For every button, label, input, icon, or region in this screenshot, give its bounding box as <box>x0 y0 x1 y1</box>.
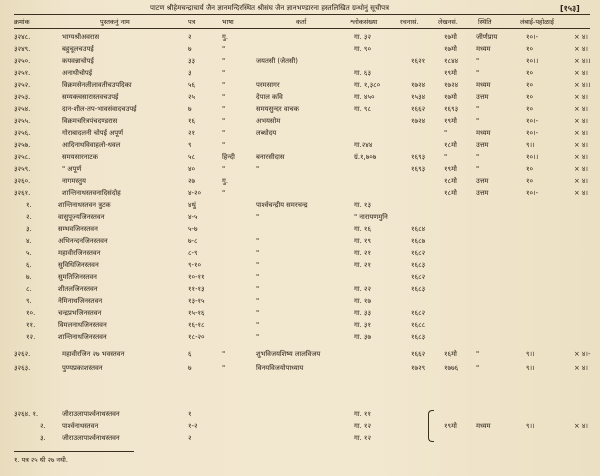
table-row: ३२५५. विक्रमचरित्रपंचदण्डरास १६ " अभयसोम १७२४ १९मो " १०।- × ४। <box>14 117 588 125</box>
table-subrow: ३२६४. १. जीराउलापार्श्वनाथस्तवन १ गा. ११ <box>14 410 371 418</box>
table-subrow: ३. सम्भवजिनस्तवन ५-७ गा. १६ १६८४ <box>26 225 426 233</box>
footnote-rule <box>14 451 134 452</box>
col-author: कर्ता <box>296 18 307 26</box>
table-subrow: १०. चन्द्रप्रभजिनस्तवन १५-१६ " गा. ३३ १६८२ <box>26 309 426 317</box>
col-year: रचनासं. <box>400 18 419 26</box>
col-cond: स्थिति <box>478 18 492 26</box>
col-lang: भाषा <box>222 18 234 26</box>
table-row: ३२४९. बहुचूलचउपई ७ " गा. ९० १७मो मध्यम १० × ४। <box>14 45 588 53</box>
table-subrow: ५. महावीरजिनस्तवन ८-९ " गा. २१ १६८२ <box>26 249 426 257</box>
table-row: ३२५२. विक्रमसेनलीलावतीचउपदिका ५६ " परमसागर गा. १,३८० १७२४ १७२४ मध्यम १० × ४।। <box>14 81 591 89</box>
table-subrow: ७. सुमतिजिनस्तवन १०-११ " १६८२ <box>26 273 426 281</box>
col-shlok: श्लोकसंख्या <box>350 18 378 26</box>
footnote: १. पत्र २५ थी २७ नथी. <box>14 456 68 464</box>
table-subrow: ३. जीराउलापार्श्वनाथस्तवन २ गा. १२ <box>40 434 371 442</box>
table-row: ३२५४. दान-शील-तप-भावसंवादचउपई ७ " समयसुन्दर वाचक गा. ९८ १६६२ १६९३ " १० × ४। <box>14 105 588 113</box>
table-row: ३२६०. नागमस्तुय २७ गु. १८मो उत्तम १० × ४। <box>14 177 588 185</box>
table-row: ३२६२. महावीरजिन २७ भवस्तवन ६ " शुभविजयशिष्य लालविजय १६६२ १६मो " ९।। × ४।- <box>14 350 591 358</box>
table-subrow: १. शान्तिनाथस्तवन त्रुटक ४थुं पार्श्वचन्द्रीय समरचन्द्र गा. १३ <box>26 201 371 209</box>
table-subrow: २. वासुपूज्यजिनस्तवन ४-५ " " नारायणमुनि <box>26 213 388 221</box>
table-row: ३२५१. अनाथीचोपई ३ " गा. ६३ १९मो " १० × ४। <box>14 69 588 77</box>
table-row: ३२५८. समयसारनाटक ५८ हिन्दी बनारसीदास ग्रं.१,७०७ १६९३ " " १०।। × ४। <box>14 153 588 161</box>
table-subrow: ८. शीतलजिनस्तवन ११-१३ " गा. २२ १६८३ <box>26 285 426 293</box>
table-row: ३२६३. पुण्यप्रकाशस्तवन ७ " विनयविजयोपाध्याय १७२९ १७७६ " ९।। × ४। <box>14 364 588 372</box>
header-rule <box>14 28 590 29</box>
table-row: ३२५७. आदिनाथविवाहलो-धवल ९ " गा.२४४ १८मो उत्तम ९।। × ४। <box>14 141 588 149</box>
table-subrow: ६. सुविधिजिनस्तवन ९-१० " गा. २१ १६८३ <box>26 261 426 269</box>
table-row: ३२४८. भाग्यश्रीअवरास २ गु. गा. ३२ १७मो जीर्णप्राय १०।- × ४। <box>14 33 588 41</box>
page-number: [१५३] <box>560 4 580 13</box>
table-row: ३२५६. गोराबादलनी चोपई अपूर्ण २१ " लब्धोदय " मध्यम १०।- × ४। <box>14 129 588 137</box>
table-subrow: १२. शान्तिनाथजिनस्तवन १८-२० " गा. ३७ १६८३ <box>26 333 426 341</box>
col-size: लंबाई-पहोळाई <box>520 18 554 26</box>
table-row: ३२५३. सम्यक्त्वसारास्तवचउपई २५ " देपाल कवि गा. ४५० १५३४ १७मो उत्तम १० × ४। <box>14 93 588 101</box>
col-title: पुस्तकनुं नाम <box>100 18 130 26</box>
group-brace <box>428 410 434 442</box>
col-patra: पत्र <box>188 18 196 26</box>
col-lipi: लेखनसं. <box>438 18 458 26</box>
table-subrow: ११. विमलनाथजिनस्तवन १६-१८ " गा. ३१ १६८८ <box>26 321 426 329</box>
table-row: ३२६१. शान्तिनाथस्तवनादिसंदोह ४-२० " १८मो उत्तम १०।- × ४। <box>14 189 588 197</box>
running-title: पाटण श्रीहेमचन्द्राचार्य जैन ज्ञानमन्दिरस्थित श्रीसंघ जैन ज्ञानभण्डारना हस्तलिखित ग्रन्थोनुं सूचीपत्र <box>150 4 389 12</box>
col-num: क्रमांक <box>14 18 30 26</box>
table-row: ३२५०. कयवन्नाचोपई ३३ " जयतसी (जेतसी) १६२१ १८४४ " १०।। × ४।। <box>14 57 591 65</box>
table-row: ३२५९. " अपूर्ण ४० " " १६९३ १९मो " १० × ४। <box>14 165 588 173</box>
table-subrow: २. पार्श्वनाथस्तवन १-२ गा. १२ १९मो मध्यम ९।। × ४। <box>40 422 588 430</box>
top-rule <box>14 14 590 15</box>
table-subrow: ४. अभिनन्दनजिनस्तवन ७-८ " गा. १९ १६८७ <box>26 237 426 245</box>
table-subrow: ९. नेमिनाथजिनस्तवन १३-१५ " गा. १७ <box>26 297 371 305</box>
